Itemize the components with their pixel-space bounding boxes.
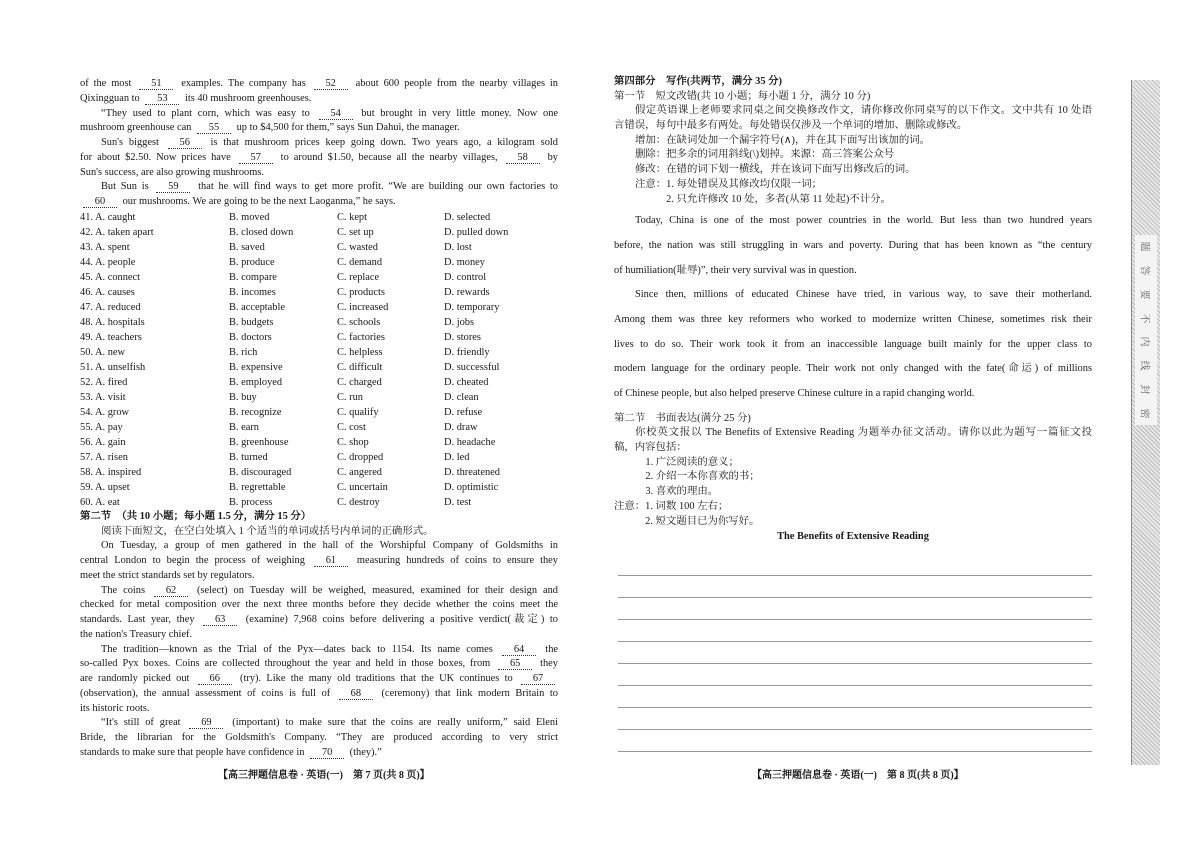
seal-line-char: 封 (1138, 384, 1150, 395)
option: 44. A. people (80, 256, 136, 268)
essay-line: lives to do so. Their work took it from an inaccessible language built mainly for the upper class to (614, 338, 1092, 350)
blank-55[interactable]: 55 (197, 122, 231, 134)
option: B. budgets (229, 316, 274, 328)
essay-line: Since then, millions of educated Chinese have tried, in various way, to save their motherland. (635, 289, 1092, 301)
option: D. clean (444, 391, 479, 403)
option: C. wasted (337, 241, 378, 253)
passage-line: On Tuesday, a group of men gathered in the hall of the Worshipful Company of Goldsmiths in (101, 540, 558, 552)
cloze-passage (80, 77, 558, 210)
seal-line-strip (1131, 80, 1160, 765)
option: B. process (229, 496, 273, 508)
blank-52[interactable]: 52 (314, 78, 348, 90)
blank-59[interactable]: 59 (156, 181, 190, 193)
option: D. pulled down (444, 226, 509, 238)
instruction-line: 假定英语课上老师要求同桌之间交换修改作文，请你修改你同桌写的以下作文。文中共有 10 处语 (635, 105, 1092, 117)
option: C. helpless (337, 346, 383, 358)
blank-64[interactable]: 64 (502, 644, 536, 656)
passage-line: “They used to plant corn, which was easy to 54 but brought in very little money. Now one (101, 107, 558, 119)
passage-line: Sun's biggest 56 is that mushroom prices keep going down. Two years ago, a kilogram sold (101, 137, 558, 148)
blank-69[interactable]: 69 (189, 717, 223, 729)
essay-title: The Benefits of Extensive Reading (777, 531, 929, 543)
option: C. kept (337, 211, 368, 223)
task-line: 1. 广泛阅读的意义； (635, 456, 739, 468)
passage-line: But Sun is 59 that he will find ways to get more profit. “We are building our own factories to (101, 181, 558, 193)
passage-line: 60 our mushrooms. We are going to be the next Laoganma,” he says. (80, 195, 558, 210)
option: 43. A. spent (80, 241, 130, 253)
passage-line: central London to begin the process of weighing 61 measuring hundreds of coins to ensure they (80, 555, 558, 566)
task-line: 稿，内容包括： (614, 442, 687, 454)
writing-line[interactable] (618, 597, 1092, 598)
blank-61[interactable]: 61 (314, 555, 348, 567)
option: D. draw (444, 421, 478, 433)
option: 47. A. reduced (80, 301, 141, 313)
option: B. doctors (229, 331, 272, 343)
writing-line[interactable] (618, 729, 1092, 730)
option: B. saved (229, 241, 265, 253)
option: B. moved (229, 211, 270, 223)
writing-task (614, 426, 1092, 529)
writing-line[interactable] (618, 663, 1092, 664)
option: 55. A. pay (80, 421, 123, 433)
option: B. closed down (229, 226, 294, 238)
seal-line-char: 不 (1138, 313, 1150, 324)
blank-54[interactable]: 54 (319, 108, 353, 120)
passage-line: are randomly picked out 66 (try). Like the many old traditions that the UK continues to 67 (80, 672, 558, 687)
option: D. rewards (444, 286, 490, 298)
option: C. qualify (337, 406, 379, 418)
passage-line: The tradition—known as the Trial of the Pyx—dates back to 1154. Its name comes 64 the (101, 643, 559, 655)
option: 48. A. hospitals (80, 316, 145, 328)
section2-writing-heading: 第二节 书面表达(满分 25 分) (614, 412, 751, 424)
option: B. produce (229, 256, 275, 268)
option: B. recognize (229, 406, 282, 418)
task-line: 2. 介绍一本你喜欢的书； (635, 471, 760, 483)
seal-line-char: 题 (1138, 241, 1150, 252)
option: C. cost (337, 421, 366, 433)
part-heading: 第四部分 写作(共两节，满分 35 分) (614, 76, 782, 87)
option: C. set up (337, 226, 374, 238)
essay-line: Among them was three key reformers who worked to modernize written Chinese, sometimes risk their (614, 313, 1092, 325)
option: C. dropped (337, 451, 384, 463)
option: D. jobs (444, 316, 475, 328)
option: C. angered (337, 466, 383, 478)
passage-line: its historic roots. (80, 702, 150, 714)
blank-53[interactable]: 53 (145, 93, 179, 105)
writing-line[interactable] (618, 707, 1092, 708)
passage-line: for about $2.50. Now prices have 57 to around $1.50, because all the nearby villages, 58 by (80, 151, 558, 163)
passage-line: meet the strict standards set by regulators. (80, 569, 255, 581)
option: B. incomes (229, 286, 276, 298)
essay-line: modern language for the ordinary people. Their work not only changed with the fate(命运) of millions (614, 363, 1092, 375)
option: B. rich (229, 346, 258, 358)
option: D. cheated (444, 376, 489, 388)
option: C. uncertain (337, 481, 388, 493)
option: 49. A. teachers (80, 331, 142, 343)
option: B. employed (229, 376, 283, 388)
writing-line[interactable] (618, 641, 1092, 642)
option: D. temporary (444, 301, 500, 313)
passage-line: Qixingguan to 53 its 40 mushroom greenhouses. (80, 92, 312, 104)
option: 60. A. eat (80, 496, 120, 508)
option: 53. A. visit (80, 391, 126, 403)
option: C. products (337, 286, 385, 298)
option: C. run (337, 391, 363, 403)
page-footer-right: 【高三押题信息卷 · 英语(一) 第 8 页(共 8 页)】 (752, 770, 964, 781)
option: B. compare (229, 271, 277, 283)
writing-line[interactable] (618, 751, 1092, 752)
option: 59. A. upset (80, 481, 130, 493)
passage-line: checked for metal composition over the next three months before they decide whether the coins meet the (80, 599, 558, 611)
section2-instruction: 阅读下面短文，在空白处填入 1 个适当的单词或括号内单词的正确形式。 (101, 525, 434, 537)
instruction-line: 修改：在错的词下划一横线，并在该词下面写出修改后的词。 (635, 164, 916, 176)
blank-58[interactable]: 58 (506, 152, 540, 164)
option: D. optimistic (444, 481, 499, 493)
option: B. discouraged (229, 466, 292, 478)
task-line: 你校英文报以 The Benefits of Extensive Reading 为题举办征文活动。请你以此为题写一篇征文投 (635, 427, 1092, 439)
cloze-options (80, 210, 558, 510)
seal-line-char: 答 (1138, 265, 1150, 276)
option: B. buy (229, 391, 257, 403)
option: D. successful (444, 361, 500, 373)
page-footer-left: 【高三押题信息卷 · 英语(一) 第 7 页(共 8 页)】 (218, 770, 430, 781)
option: 56. A. gain (80, 436, 126, 448)
option: D. test (444, 496, 472, 508)
error-correction-instructions (614, 104, 1092, 207)
option: 58. A. inspired (80, 466, 142, 478)
option: C. increased (337, 301, 389, 313)
option: C. charged (337, 376, 382, 388)
option: 45. A. connect (80, 271, 141, 283)
option: C. shop (337, 436, 369, 448)
option: D. lost (444, 241, 472, 253)
blank-66[interactable]: 66 (198, 673, 232, 685)
option: 54. A. grow (80, 406, 130, 418)
essay-line: before, the nation was still struggling in wars and poverty. During that has been known as “the century (614, 239, 1092, 251)
instruction-line: 言错误，每句中最多有两处。每处错误仅涉及一个单词的增加、删除或修改。 (614, 120, 968, 132)
blank-70[interactable]: 70 (310, 747, 344, 759)
blank-57[interactable]: 57 (239, 152, 273, 164)
passage-line: of the most 51 examples. The company has 52 about 600 people from the nearby villages in (80, 78, 558, 89)
writing-line[interactable] (618, 619, 1092, 620)
option: D. refuse (444, 406, 483, 418)
section2-heading: 第二节 （共 10 小题；每小题 1.5 分，满分 15 分） (80, 510, 312, 522)
blank-51[interactable]: 51 (139, 78, 173, 90)
essay-line: of Chinese people, but also helped preserve Chinese culture in a rapid changing world. (614, 388, 975, 399)
option: C. destroy (337, 496, 380, 508)
blank-68[interactable]: 68 (339, 688, 373, 700)
instruction-line: 删除：把多余的词用斜线(\)划掉。来源：高三答案公众号 (635, 149, 895, 161)
seal-line-char: 要 (1138, 289, 1150, 300)
blank-63[interactable]: 63 (203, 614, 237, 626)
task-line: 3. 喜欢的理由。 (635, 486, 719, 498)
right-page (614, 75, 1092, 544)
option: 46. A. causes (80, 286, 135, 298)
passage-line: The coins 62 (select) on Tuesday will be weighed, measured, examined for their design and (101, 584, 558, 596)
option: C. factories (337, 331, 385, 343)
option: B. acceptable (229, 301, 285, 313)
blank-60[interactable]: 60 (83, 196, 117, 208)
writing-line[interactable] (618, 685, 1092, 686)
essay-line: of humiliation(耻辱)”, their very survival was in question. (614, 264, 857, 276)
task-line: 注意：1. 词数 100 左右； (614, 500, 729, 512)
option: C. difficult (337, 361, 383, 373)
option: D. selected (444, 211, 491, 223)
passage-line: so-called Pyx boxes. Coins are collected throughout the year and held in those boxes, from 65 they (80, 658, 558, 670)
passage-line: (observation), the annual assessment of coins is full of 68 (ceremony) that link modern Britain to (80, 687, 558, 699)
error-correction-essay (614, 209, 1092, 407)
seal-line-char: 内 (1138, 336, 1150, 347)
passage-line: “It's still of great 69 (important) to make sure that the coins are really uniform,” said Eleni (101, 717, 558, 729)
section1-heading: 第一节 短文改错(共 10 小题；每小题 1 分，满分 10 分) (614, 90, 871, 102)
writing-line[interactable] (618, 575, 1092, 576)
option: B. greenhouse (229, 436, 289, 448)
option: C. demand (337, 256, 383, 268)
option: B. regrettable (229, 481, 286, 493)
blank-56[interactable]: 56 (168, 137, 202, 149)
seal-line-char: 线 (1138, 360, 1150, 371)
option: D. money (444, 256, 485, 268)
option: D. control (444, 271, 487, 283)
option: 51. A. unselfish (80, 361, 146, 373)
option: C. replace (337, 271, 380, 283)
passage-line: standards to make sure that people have confidence in 70 (they).” (80, 746, 382, 758)
option: B. turned (229, 451, 268, 463)
option: B. earn (229, 421, 260, 433)
seal-line-char: 密 (1138, 408, 1150, 419)
passage-line: Sun's success, are also growing mushrooms. (80, 166, 264, 178)
option: 41. A. caught (80, 211, 136, 223)
option: D. stores (444, 331, 481, 343)
instruction-line: 2. 只允许修改 10 处，多者(从第 11 处起)不计分。 (635, 193, 891, 205)
option: 57. A. risen (80, 451, 128, 463)
passage-line: Bride, the librarian for the Goldsmith's Company. “They are produced according to very strict (80, 732, 558, 743)
option: 50. A. new (80, 346, 126, 358)
blank-65[interactable]: 65 (498, 658, 532, 670)
option: D. friendly (444, 346, 490, 358)
instruction-line: 增加：在缺词处加一个漏字符号(∧)，并在其下面写出该加的词。 (635, 134, 931, 146)
passage-line: the nation's Treasury chief. (80, 628, 193, 640)
left-page (80, 77, 558, 761)
option: D. headache (444, 436, 496, 448)
passage-line: mushroom greenhouse can 55 up to $4,500 for them,” says Sun Dahui, the manager. (80, 122, 460, 134)
blank-67[interactable]: 67 (521, 673, 555, 685)
grammar-fill-passage (80, 539, 558, 760)
option: D. threatened (444, 466, 500, 478)
option: 42. A. taken apart (80, 226, 154, 238)
instruction-line: 注意：1. 每处错误及其修改均仅限一词； (635, 178, 823, 190)
task-line: 2. 短文题目已为你写好。 (614, 515, 760, 527)
option: C. schools (337, 316, 381, 328)
blank-62[interactable]: 62 (154, 585, 188, 597)
option: D. led (444, 451, 470, 463)
essay-line: Today, China is one of the most power countries in the world. But less than two hundred years (635, 215, 1092, 227)
passage-line: standards. Last year, they 63 (examine) 7,968 coins before delivering a positive verdict(裁定) to (80, 614, 558, 625)
option: B. expensive (229, 361, 283, 373)
option: 52. A. fired (80, 376, 128, 388)
